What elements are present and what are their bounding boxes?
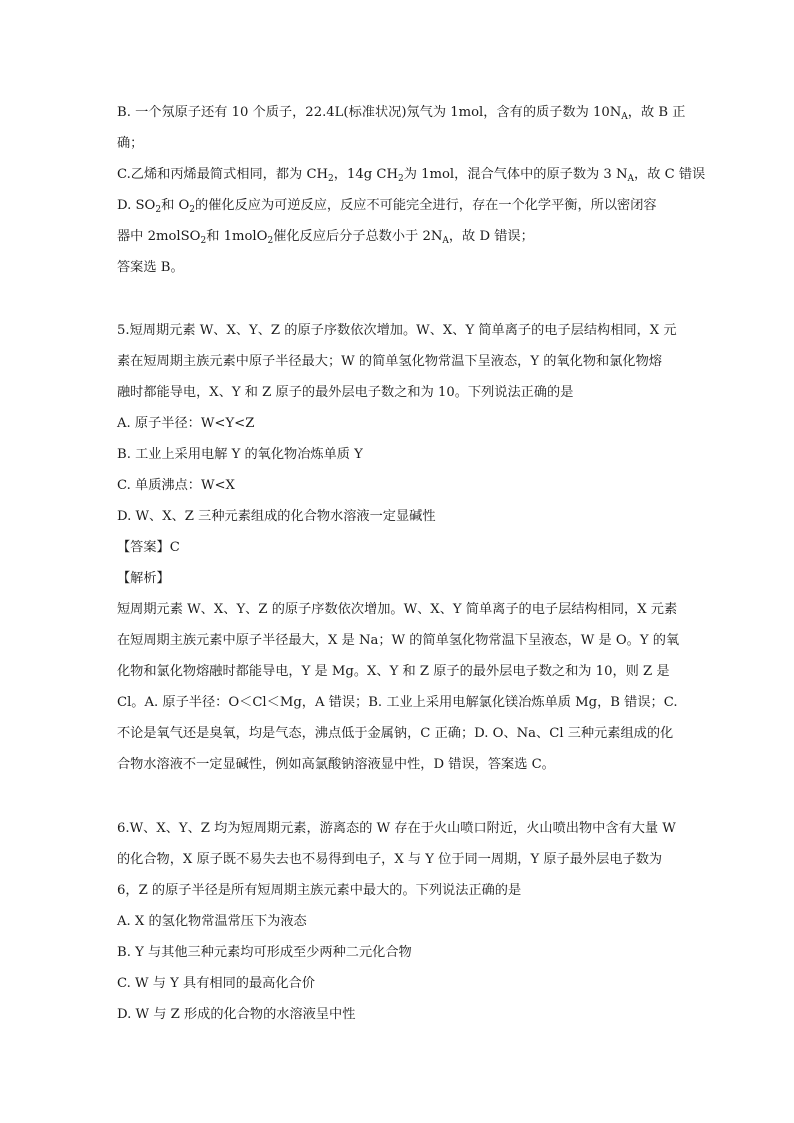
q6-stem-line2: 的化合物，X 原子既不易失去也不易得到电子，X 与 Y 位于同一周期，Y 原子最外层电子数为	[117, 852, 663, 867]
q5-stem-line1: 5.短周期元素 W、X、Y、Z 的原子序数依次增加。W、X、Y 简单离子的电子层结构相同，X 元	[117, 323, 677, 338]
prev-option-d-line2: 器中 2molSO$_2$和 1molO$_2$催化反应后分子总数小于 $2N_A$，故 D 错误；	[117, 229, 534, 246]
q5-stem-line2: 素在短周期主族元素中原子半径最大；W 的简单氢化物常温下呈液态，Y 的氧化物和氯化物熔	[117, 354, 662, 369]
q5-option-b: B. 工业上采用电解 Y 的氧化物冶炼单质 Y	[117, 447, 363, 462]
q6-stem-line1: 6.W、X、Y、Z 均为短周期元素，游离态的 W 存在于火山喷口附近，火山喷出物中含有大量 W	[117, 821, 676, 836]
q5-stem-line3: 融时都能导电，X、Y 和 Z 原子的最外层电子数之和为 10。下列说法正确的是	[117, 385, 574, 400]
q5-explanation-line2: 在短周期主族元素中原子半径最大，X 是 Na；W 的简单氢化物常温下呈液态，W 是 O。Y 的氧	[117, 633, 680, 648]
q5-explanation-line5: 不论是氧气还是臭氧，均是气态，沸点低于金属钠，C 正确；D. O、Na、Cl 三种元素组成的化	[117, 726, 674, 741]
q6-option-c: C. W 与 Y 具有相同的最高化合价	[117, 976, 315, 991]
q5-option-a: A. 原子半径：W<Y<Z	[117, 416, 255, 431]
q5-explanation-line6: 合物水溶液不一定显碱性，例如高氯酸钠溶液显中性，D 错误，答案选 C。	[117, 757, 555, 772]
prev-option-c-line: C.乙烯和丙烯最简式相同，都为 $CH_2$，14g $CH_2$为 1mol，混合气体中的原子数为 3 $N_A$，故 C 错误	[117, 167, 706, 184]
q5-explanation-line1: 短周期元素 W、X、Y、Z 的原子序数依次增加。W、X、Y 简单离子的电子层结构相同，X 元素	[117, 602, 678, 617]
q5-option-d: D. W、X、Z 三种元素组成的化合物水溶液一定显碱性	[117, 509, 436, 524]
prev-option-b-line2: 确；	[117, 136, 144, 151]
q5-explanation-line3: 化物和氯化物熔融时都能导电，Y 是 Mg。X、Y 和 Z 原子的最外层电子数之和为 10，则 Z 是	[117, 664, 670, 679]
q6-option-d: D. W 与 Z 形成的化合物的水溶液呈中性	[117, 1007, 356, 1022]
prev-answer: 答案选 B。	[117, 260, 184, 275]
q5-option-c: C. 单质沸点：W<X	[117, 478, 235, 493]
q5-explanation-line4: Cl。A. 原子半径：O＜Cl＜Mg，A 错误；B. 工业上采用电解氯化镁冶炼单质 Mg，B 错误；C.	[117, 695, 678, 710]
prev-option-d-line1: D. $SO_2$和 $O_2$的催化反应为可逆反应，反应不可能完全进行，存在一个化学平衡，所以密闭容	[117, 198, 657, 215]
prev-option-b-line1: B. 一个氖原子还有 10 个质子，22.4L(标准状况)氖气为 1mol，含有的质子数为 $10N_A$，故 B 正	[117, 105, 686, 122]
q6-option-b: B. Y 与其他三种元素均可形成至少两种二元化合物	[117, 945, 412, 960]
q6-stem-line3: 6，Z 的原子半径是所有短周期主族元素中最大的。下列说法正确的是	[117, 883, 522, 898]
q5-answer-label: 【答案】C	[117, 540, 180, 555]
q6-option-a: A. X 的氢化物常温常压下为液态	[117, 914, 307, 929]
q5-analysis-label: 【解析】	[117, 571, 170, 586]
